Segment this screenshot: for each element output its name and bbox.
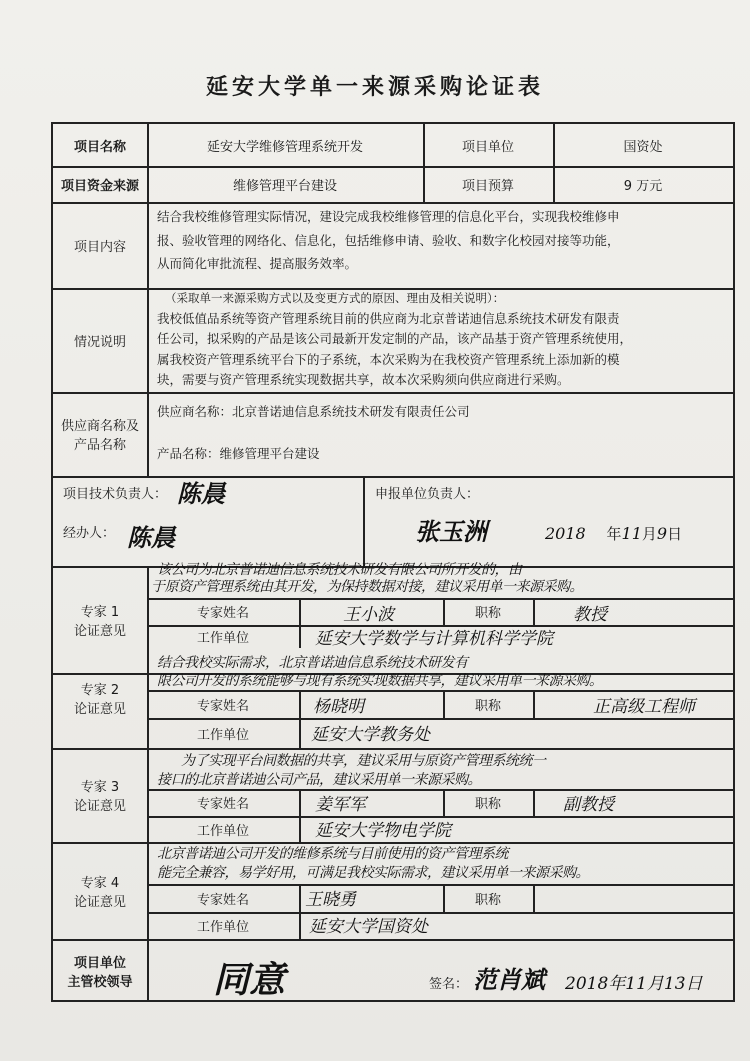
handler-label: 经办人： [63, 526, 116, 541]
work-unit-label: 工作单位 [196, 727, 249, 743]
expert-3-unit: 延安大学物电学院 [315, 821, 451, 841]
work-unit-label: 工作单位 [196, 920, 249, 935]
expert-1-name: 王小波 [343, 605, 394, 625]
handler-signature: 陈晨 [127, 523, 175, 552]
work-unit-label: 工作单位 [196, 631, 249, 646]
product-name-line: 产品名称：维修管理平台建设 [157, 446, 320, 461]
fund-source-label: 项目资金来源 [60, 178, 139, 194]
expert-name-label: 专家姓名 [196, 797, 249, 812]
row-divider [53, 939, 733, 941]
expert-3-title: 副教授 [563, 795, 614, 815]
expert-name-label: 专家姓名 [196, 698, 249, 714]
expert-1-label: 专家 1 论证意见 [73, 604, 126, 639]
expert-4-opinion-line1: 北京普诺迪公司开发的维修系统与目前使用的资产管理系统 [157, 846, 508, 862]
expert-name-label: 专家姓名 [196, 606, 249, 621]
leader-signature: 范肖斌 [473, 965, 545, 994]
col-divider [299, 625, 301, 648]
col-divider [299, 690, 301, 718]
expert-4-opinion-line2: 能完全兼容，易学好用，可满足我校实际需求，建议采用单一来源采购。 [157, 865, 589, 881]
col-divider [533, 690, 535, 718]
expert-1-opinion-line2: 于原资产管理系统由其开发，为保持数据对接，建议采用单一来源采购。 [151, 579, 583, 595]
project-name-label: 项目名称 [73, 139, 126, 155]
expert-2-label: 专家 2 论证意见 [73, 683, 126, 717]
title-label: 职称 [474, 606, 501, 621]
applicant-lead-signature: 张玉洲 [415, 517, 487, 546]
col-divider [299, 816, 301, 842]
expert-1-title: 教授 [573, 605, 607, 625]
project-unit-value: 国资处 [623, 139, 663, 155]
row-divider [53, 202, 733, 204]
expert-2-opinion-line1: 结合我校实际需求，北京普诺迪信息系统技术研发有 [157, 655, 468, 671]
col-divider [299, 912, 301, 939]
expert-3-label: 专家 3 论证意见 [73, 780, 126, 814]
expert-4-label: 专家 4 论证意见 [73, 875, 126, 910]
expert-name-label: 专家姓名 [196, 892, 249, 908]
col-divider [533, 598, 535, 625]
project-content-text: 结合我校维修管理实际情况，建设完成我校维修管理的信息化平台，实现我校维修申 报、验收管理的网络化、信息化，包括维修申请、验收、和数字化校园对接等功能， 从而简化审批流程、提高服务效率。 [157, 209, 620, 271]
expert-3-opinion-line1: 为了实现平台间数据的共享，建议采用与原资产管理系统统一 [181, 753, 546, 769]
expert-3-opinion-line2: 接口的北京普诺迪公司产品，建议采用单一来源采购。 [157, 772, 481, 788]
project-name-value: 延安大学维修管理系统开发 [206, 139, 363, 155]
fund-source-value: 维修管理平台建设 [232, 178, 337, 194]
expert-3-name: 姜军军 [315, 795, 366, 815]
expert-4-unit: 延安大学国资处 [309, 917, 428, 937]
situation-text: （采取单一来源采购方式以及变更方式的原因、理由及相关说明）： 我校低值品系统等资产管理系统目前的供应商为北京普诺迪信息系统技术研发有限责 任公司，拟采购的产品是该公司最新开发定制的产品，该产品基于资产管理系统使用， 属我校资产管理系统平台下的子系统，本次采购为在我校资产管理系统上添加新的模 块，需要与资产管理系统实现数据共享，故本次采购须向供应商进行采购。 [157, 291, 633, 387]
expert-2-title: 正高级工程师 [593, 697, 695, 717]
situation-label: 情况说明 [73, 334, 126, 350]
expert-1-opinion-line1: 该公司为北京普诺迪信息系统技术研发有限公司所开发的，由 [157, 562, 522, 578]
project-unit-label: 项目单位 [461, 139, 514, 155]
document-title: 延安大学单一来源采购论证表 [205, 75, 544, 100]
tech-lead-label: 项目技术负责人： [63, 487, 168, 502]
title-label: 职称 [474, 797, 501, 812]
leader-sign-label: 签名： [429, 977, 469, 992]
apply-date: 2018 年11月9日 [545, 524, 683, 543]
col-divider [533, 789, 535, 816]
expert-2-opinion-line2: 限公司开发的系统能够与现有系统实现数据共享，建议采用单一来源采购。 [157, 673, 603, 689]
expert-1-unit: 延安大学数学与计算机科学学院 [315, 629, 553, 649]
project-content-label: 项目内容 [73, 239, 126, 255]
tech-lead-signature: 陈晨 [177, 479, 225, 508]
leader-date: 2018年11月13日 [565, 974, 703, 994]
applicant-lead-label: 申报单位负责人： [375, 487, 480, 502]
col-divider [299, 598, 301, 625]
col-divider [363, 476, 365, 566]
col-divider [299, 884, 301, 912]
work-unit-label: 工作单位 [196, 823, 249, 839]
leader-approval: 同意 [213, 959, 286, 1001]
supplier-label: 供应商名称及 产品名称 [60, 419, 139, 453]
row-divider [53, 392, 733, 394]
title-label: 职称 [474, 698, 501, 714]
title-label: 职称 [474, 892, 501, 908]
col-divider [299, 789, 301, 816]
col-divider [299, 718, 301, 748]
procurement-form [51, 122, 735, 1002]
leader-label: 项目单位 主管校领导 [67, 955, 133, 990]
expert-2-unit: 延安大学教务处 [311, 725, 430, 745]
expert-2-name: 杨晓明 [313, 697, 364, 717]
row-divider [53, 476, 733, 478]
budget-label: 项目预算 [461, 178, 514, 194]
budget-value: 9 万元 [623, 178, 663, 194]
expert-4-name: 王晓勇 [305, 890, 356, 910]
supplier-name-line: 供应商名称：北京普诺迪信息系统技术研发有限责任公司 [157, 404, 470, 419]
col-divider [533, 884, 535, 912]
